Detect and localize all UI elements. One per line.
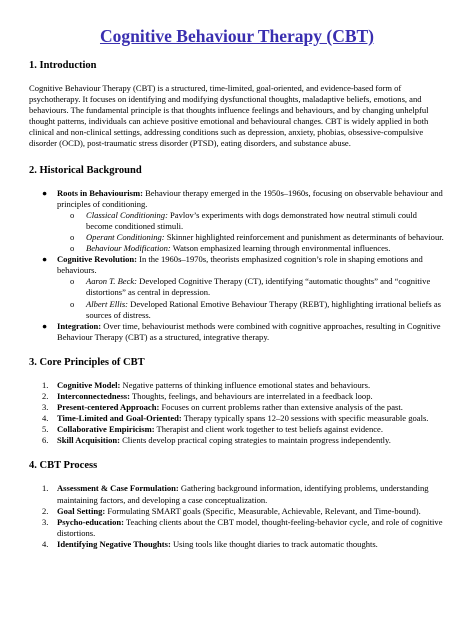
sub-bullet-term: Aaron T. Beck:: [86, 276, 138, 287]
bullet-term: Roots in Behaviourism:: [57, 187, 143, 198]
item-text: Focuses on current problems rather than extensive analysis of the past.: [159, 402, 403, 413]
intro-paragraph: Cognitive Behaviour Therapy (CBT) is a structured, time-limited, goal-oriented, and evidence-based form of psychotherapy. It focuses on identifying and modifying dysfunctional thoughts, maladaptive beliefs, emotions, and behaviours. The fundamental principle is that thoughts influence feelings and behaviours, and by changing unhelpful thought patterns, individuals can achieve positive emotional and behavioural changes. CBT is widely applied in both clinical and non-clinical settings, addressing conditions such as depression, anxiety, phobias, obsessive-compulsive disorder (OCD), post-traumatic stress disorder (PTSD), eating disorders, and substance abuse.: [29, 83, 429, 149]
item-text: Therapy typically spans 12–20 sessions with specific measurable goals.: [181, 413, 429, 424]
sub-bullet-list: [57, 210, 445, 254]
section-heading: 4. CBT Process: [29, 460, 98, 472]
numbered-item: [29, 435, 445, 446]
item-number: 1.: [42, 483, 49, 494]
section-heading: 2. Historical Background: [29, 164, 142, 176]
bullet-icon: ●: [42, 254, 48, 265]
item-term: Psycho-education:: [57, 516, 124, 527]
sub-bullet-term: Behaviour Modification:: [86, 243, 171, 254]
item-number: 3.: [42, 402, 49, 413]
item-text: Negative patterns of thinking influence emotional states and behaviours.: [120, 379, 371, 390]
document-title: Cognitive Behaviour Therapy (CBT): [99, 26, 375, 46]
numbered-item: [29, 424, 445, 435]
item-term: Cognitive Model:: [57, 379, 121, 390]
sub-bullet-item: [57, 299, 445, 321]
sub-bullet-icon: o: [70, 298, 75, 309]
sub-bullet-icon: o: [70, 276, 75, 287]
sub-bullet-text: Pavlov’s experiments with dogs demonstrated how neutral stimuli could become conditioned stimuli.: [86, 209, 417, 231]
sub-bullet-term: Albert Ellis:: [86, 298, 129, 309]
section-historical-background: [29, 164, 445, 343]
item-term: Goal Setting:: [57, 505, 106, 516]
sub-bullet-text: Watson emphasized learning through environmental influences.: [170, 243, 391, 254]
item-text: Thoughts, feelings, and behaviours are interrelated in a feedback loop.: [129, 390, 373, 401]
principles-numbered-list: [29, 380, 445, 447]
sub-bullet-text: Developed Cognitive Therapy (CT), identifying “automatic thoughts” and “cognitive distortions” as central in depression.: [86, 276, 431, 298]
history-bullet-item: [29, 321, 445, 343]
sub-bullet-icon: o: [70, 231, 75, 242]
item-number: 4.: [42, 538, 49, 549]
process-numbered-list: [29, 483, 445, 550]
bullet-term: Cognitive Revolution:: [57, 254, 138, 265]
numbered-item: [29, 391, 445, 402]
history-bullet-list: [29, 188, 445, 343]
section-introduction: [29, 59, 445, 150]
sub-bullet-icon: o: [70, 243, 75, 254]
item-term: Collaborative Empiricism:: [57, 424, 155, 435]
sub-bullet-text: Skinner highlighted reinforcement and punishment as determinants of behaviour.: [164, 231, 444, 242]
numbered-item: [29, 517, 445, 539]
item-number: 4.: [42, 413, 49, 424]
numbered-item: [29, 380, 445, 391]
sub-bullet-term: Operant Conditioning:: [86, 231, 165, 242]
numbered-item: [29, 539, 445, 550]
item-term: Skill Acquisition:: [57, 435, 120, 446]
sub-bullet-term: Classical Conditioning:: [86, 209, 168, 220]
item-term: Identifying Negative Thoughts:: [57, 538, 171, 549]
section-cbt-process: [29, 459, 445, 550]
bullet-text: Behaviour therapy emerged in the 1950s–1960s, focusing on observable behaviour and principles of conditioning.: [57, 187, 443, 209]
section-heading: 3. Core Principles of CBT: [29, 356, 145, 368]
item-text: Using tools like thought diaries to track automatic thoughts.: [170, 538, 378, 549]
sub-bullet-item: [57, 243, 445, 254]
item-number: 6.: [42, 435, 49, 446]
sub-bullet-item: [57, 232, 445, 243]
item-term: Present-centered Approach:: [57, 402, 160, 413]
numbered-item: [29, 413, 445, 424]
bullet-text: In the 1960s–1970s, theorists emphasized cognition’s role in shaping emotions and behaviours.: [57, 254, 423, 276]
sub-bullet-icon: o: [70, 209, 75, 220]
item-text: Therapist and client work together to test beliefs against evidence.: [154, 424, 383, 435]
bullet-icon: ●: [42, 320, 48, 331]
item-term: Interconnectedness:: [57, 390, 130, 401]
item-term: Time-Limited and Goal-Oriented:: [57, 413, 182, 424]
sub-bullet-text: Developed Rational Emotive Behaviour Therapy (REBT), highlighting irrational beliefs as sources of distress.: [86, 298, 441, 320]
sub-bullet-item: [57, 276, 445, 298]
item-number: 2.: [42, 390, 49, 401]
item-text: Formulating SMART goals (Specific, Measurable, Achievable, Relevant, and Time-bound).: [105, 505, 421, 516]
numbered-item: [29, 506, 445, 517]
history-bullet-item: [29, 188, 445, 255]
bullet-term: Integration:: [57, 320, 102, 331]
item-term: Assessment & Case Formulation:: [57, 483, 179, 494]
section-core-principles: [29, 356, 445, 447]
bullet-icon: ●: [42, 187, 48, 198]
bullet-text: Over time, behaviourist methods were combined with cognitive approaches, resulting in Cognitive Behaviour Therapy (CBT) as a structured, integrative therapy.: [57, 320, 441, 342]
item-number: 5.: [42, 424, 49, 435]
sub-bullet-list: [57, 276, 445, 320]
numbered-item: [29, 402, 445, 413]
history-bullet-item: [29, 254, 445, 321]
item-text: Clients develop practical coping strategies to maintain progress independently.: [119, 435, 391, 446]
item-number: 3.: [42, 516, 49, 527]
sub-bullet-item: [57, 210, 445, 232]
item-text: Teaching clients about the CBT model, thought-feeling-behavior cycle, and role of cognitive distortions.: [57, 516, 443, 538]
item-number: 1.: [42, 379, 49, 390]
section-heading: 1. Introduction: [29, 60, 97, 71]
item-text: Gathering background information, identifying problems, understanding maintaining factors, and developing a case conceptualization.: [57, 483, 429, 505]
numbered-item: [29, 483, 445, 505]
item-number: 2.: [42, 505, 49, 516]
